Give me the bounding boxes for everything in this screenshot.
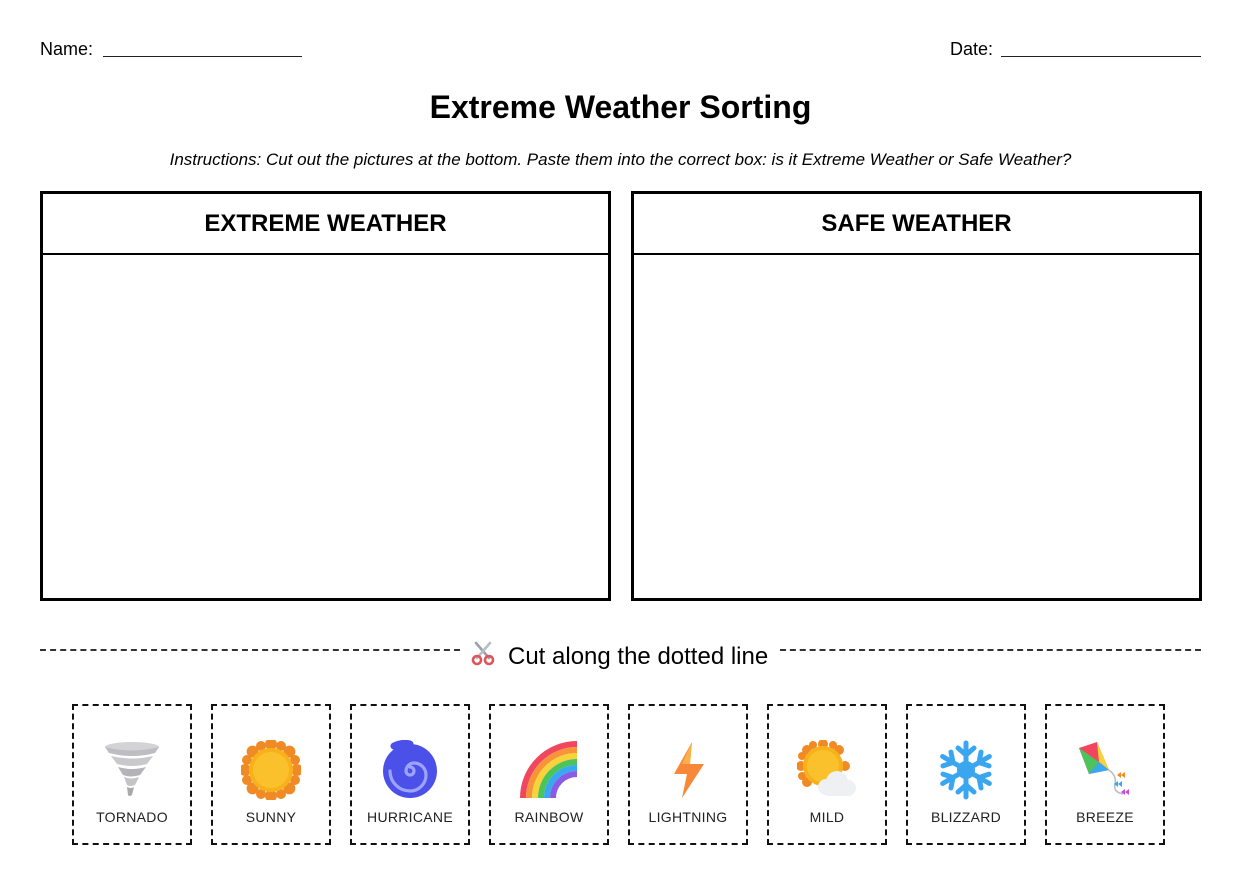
snowflake-icon [908,740,1024,802]
name-field[interactable] [103,56,302,57]
card-label: TORNADO [96,809,168,825]
card-label: LIGHTNING [648,809,728,825]
date-label: Date: [950,39,994,59]
card-blizzard[interactable] [906,704,1026,845]
name-label: Name: [40,39,94,59]
safe-weather-box[interactable] [631,191,1202,601]
cut-line-text: Cut along the dotted line [508,642,769,670]
card-label: BREEZE [1076,809,1134,825]
card-rainbow[interactable] [489,704,609,845]
date-field[interactable] [1001,56,1201,57]
card-mild[interactable] [767,704,887,845]
card-hurricane[interactable] [350,704,470,845]
sun-behind-cloud-icon [769,740,885,802]
lightning-bolt-icon [630,740,746,802]
tornado-icon [74,740,190,802]
hurricane-spiral-icon [352,740,468,802]
card-label: MILD [809,809,845,825]
cut-line-right [780,649,1201,651]
extreme-weather-heading: EXTREME WEATHER [43,194,608,255]
scissors-icon [470,640,496,673]
instructions: Instructions: Cut out the pictures at the bottom. Paste them into the correct box: is it Extreme Weather or Safe Weather? [169,150,1072,169]
card-tornado[interactable] [72,704,192,845]
cut-line-left [40,649,460,651]
page-title: Extreme Weather Sorting [429,89,812,125]
card-label: BLIZZARD [930,809,1002,825]
card-label: HURRICANE [367,809,453,825]
extreme-weather-box[interactable] [40,191,611,601]
safe-weather-heading: SAFE WEATHER [634,194,1199,255]
kite-icon [1047,740,1163,802]
card-lightning[interactable] [628,704,748,845]
cut-line-label [470,640,768,673]
card-breeze[interactable] [1045,704,1165,845]
card-label: RAINBOW [514,809,584,825]
card-label: SUNNY [245,809,297,825]
rainbow-icon [491,740,607,802]
sun-icon [213,740,329,802]
card-sunny[interactable] [211,704,331,845]
